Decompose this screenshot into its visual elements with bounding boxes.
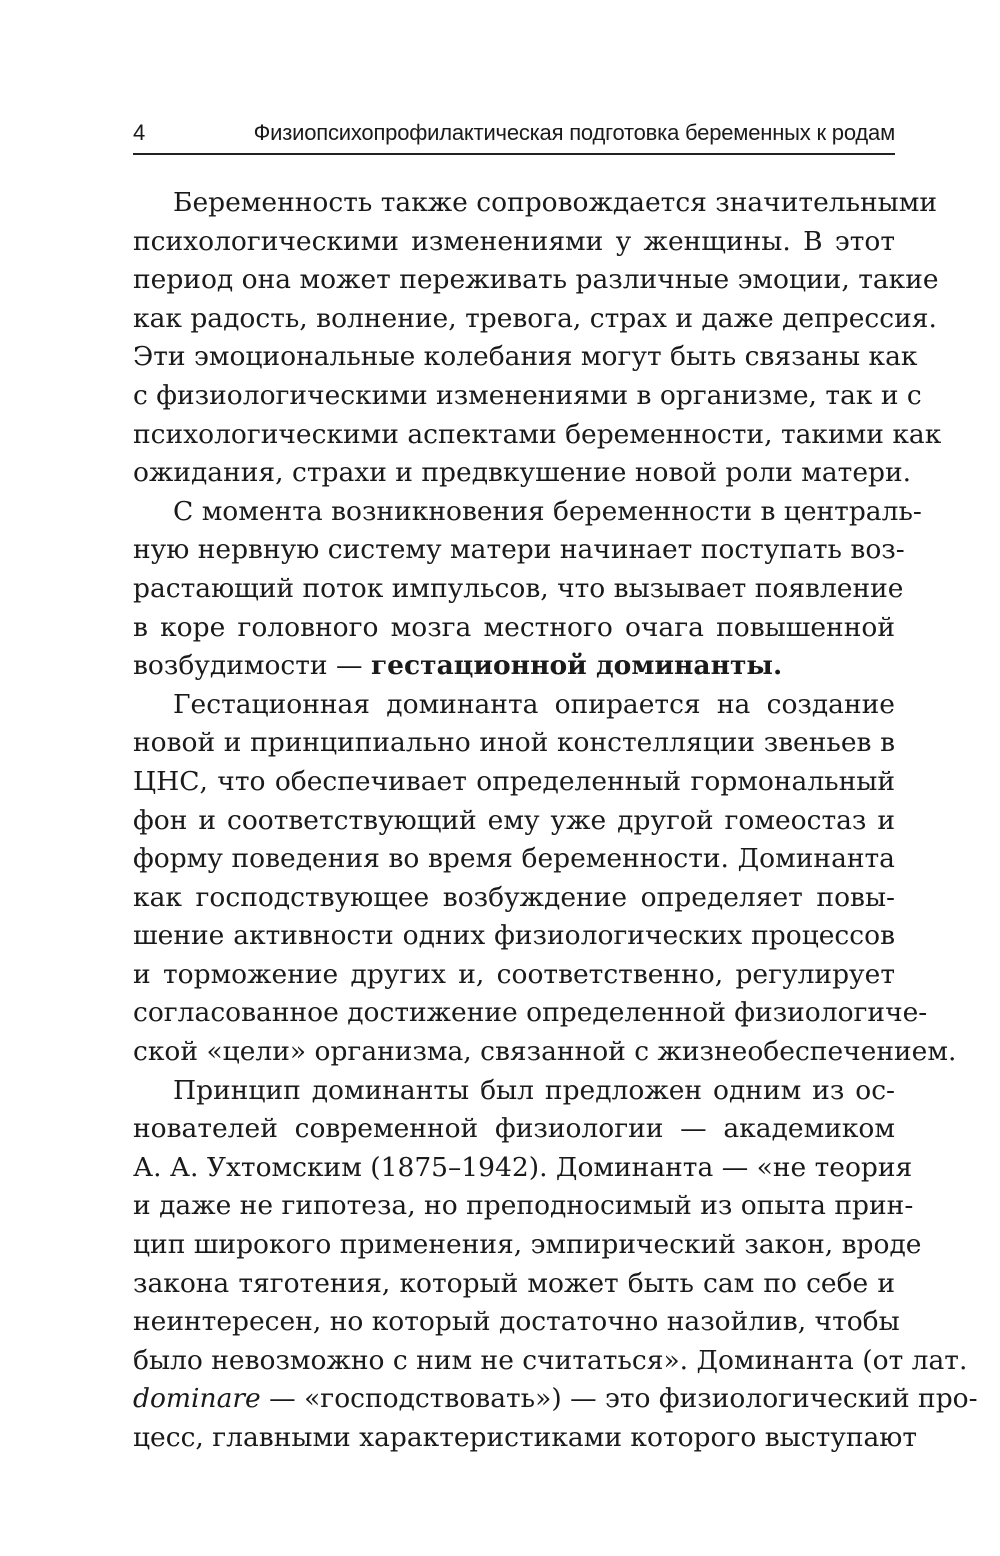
latin-term: dominare <box>133 1383 261 1415</box>
paragraph-4 <box>133 1072 978 1458</box>
text-line: и торможение других и, соответственно, регулирует <box>133 958 895 990</box>
text-line: А. А. Ухтомским (1875–1942). Доминанта — «не теория <box>133 1151 913 1183</box>
text-line: цип широкого применения, эмпирический закон, вроде <box>133 1229 922 1261</box>
text-line: ской «цели» организма, связанной с жизнеобеспечением. <box>133 1036 957 1068</box>
text-line <box>133 647 895 686</box>
text-line: новой и принципиально иной констелляции звеньев в <box>133 727 895 759</box>
text-line: и даже не гипотеза, но преподносимый из опыта прин- <box>133 1190 914 1222</box>
text-line: цесс, главными характеристиками которого выступают <box>133 1422 918 1453</box>
text-fragment: — «господствовать») — это физиологический про- <box>260 1383 978 1415</box>
text-line: психологическими изменениями у женщины. В этот <box>133 225 895 257</box>
book-title: Физиопсихопрофилактическая подготовка беременных к родам <box>253 120 895 145</box>
text-line: было невозможно с ним не считаться». Доминанта (от лат. <box>133 1344 968 1376</box>
text-line: растающий поток импульсов, что вызывает появление <box>133 572 904 604</box>
body-text <box>133 184 978 1458</box>
text-line: нователей современной физиологии — академиком <box>133 1113 895 1145</box>
text-line: фон и соответствующий ему уже другой гомеостаз и <box>133 804 895 836</box>
text-line: психологическими аспектами беременности, такими как <box>133 418 942 450</box>
paragraph-3 <box>133 686 957 1072</box>
bold-term: гестационной доминанты. <box>370 650 783 682</box>
text-fragment: возбудимости — <box>133 650 371 682</box>
paragraph-2 <box>133 493 922 686</box>
running-head <box>133 113 895 155</box>
text-line: согласованное достижение определенной физиологиче- <box>133 997 928 1029</box>
text-line: Гестационная доминанта опирается на создание <box>173 688 895 720</box>
text-line: в коре головного мозга местного очага повышенной <box>133 611 895 643</box>
text-line: ожидания, страхи и предвкушение новой роли матери. <box>133 457 912 489</box>
text-line: С момента возникновения беременности в централь- <box>173 495 922 527</box>
text-line: Беременность также сопровождается значительными <box>173 187 938 218</box>
text-line: форму поведения во время беременности. Доминанта <box>133 843 895 875</box>
text-line: ЦНС, что обеспечивает определенный гормональный <box>133 765 895 797</box>
text-line: как радость, волнение, тревога, страх и даже депрессия. <box>133 302 937 334</box>
paragraph-1 <box>133 184 942 493</box>
text-line <box>133 1380 978 1419</box>
text-line: период она может переживать различные эмоции, такие <box>133 264 939 296</box>
text-line: неинтересен, но который достаточно назойлив, чтобы <box>133 1306 900 1338</box>
page-number: 4 <box>133 120 146 145</box>
text-line: Принцип доминанты был предложен одним из ос- <box>173 1074 895 1106</box>
text-line: шение активности одних физиологических процессов <box>133 920 895 952</box>
text-line: ную нервную систему матери начинает поступать воз- <box>133 534 905 566</box>
text-line: Эти эмоциональные колебания могут быть связаны как <box>133 341 918 373</box>
text-line: как господствующее возбуждение определяет повы- <box>133 881 895 913</box>
text-line: с физиологическими изменениями в организме, так и с <box>133 379 922 411</box>
text-line: закона тяготения, который может быть сам по себе и <box>133 1267 895 1299</box>
